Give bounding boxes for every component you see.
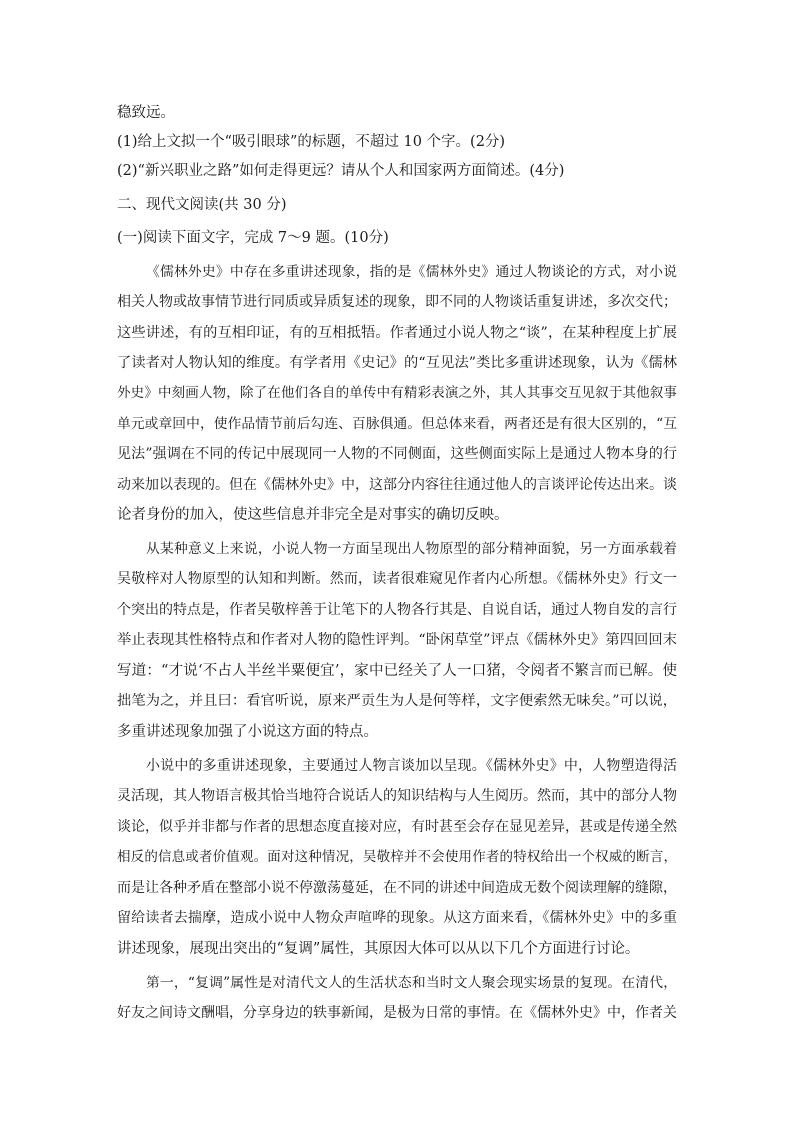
question-2: (2)“新兴职业之路”如何走得更远？请从个人和国家两方面简述。(4分)	[117, 163, 565, 179]
paragraph-1-line: 外史》中刻画人物，除了在他们各自的单传中有精彩表演之外，其人其事交互见叙于其他叙事	[117, 385, 677, 401]
paragraph-1-line: 这些讲述，有的互相印证，有的互相抵牾。作者通过小说人物之“谈”，在某种程度上扩展	[117, 325, 677, 341]
paragraph-4-line: 第一，“复调”属性是对清代文人的生活状态和当时文人聚会现实场景的复现。在清代，	[146, 975, 677, 991]
paragraph-2-line: 举止表现其性格特点和作者对人物的隐性评判。“卧闲草堂”评点《儒林外史》第四回回末	[117, 632, 677, 648]
paragraph-1-line: 论者身份的加入，使这些信息并非完全是对事实的确切反映。	[117, 507, 509, 523]
paragraph-3-line: 小说中的多重讲述现象，主要通过人物言谈加以呈现。《儒林外史》中，人物塑造得活	[146, 758, 677, 774]
paragraph-2-line: 从某种意义上来说，小说人物一方面呈现出人物原型的部分精神面貌，另一方面承载着	[146, 541, 677, 557]
paragraph-2-line: 拙笔为之，并且曰：看官听说，原来严贡生为人是何等样，文字便索然无味矣。”可以说，	[117, 693, 677, 709]
paragraph-1-line: 见法”强调在不同的传记中展现同一人物的不同侧面，这些侧面实际上是通过人物本身的行	[117, 446, 677, 462]
paragraph-3-line: 谈论，似乎并非都与作者的思想态度直接对应，有时甚至会存在显见差异，甚或是传递全然	[117, 819, 677, 835]
section-heading: 二、现代文阅读(共 30 分)	[117, 197, 287, 213]
paragraph-3-line: 灵活现，其人物语言极其恰当地符合说话人的知识结构与人生阅历。然而，其中的部分人物	[117, 788, 677, 804]
paragraph-3-line: 而是让各种矛盾在整部小说不停激荡蔓延，在不同的讲述中间造成无数个阅读理解的缝隙，	[117, 880, 677, 896]
paragraph-2-line: 吴敬梓对人物原型的认知和判断。然而，读者很难窥见作者内心所想。《儒林外史》行文一	[117, 571, 677, 587]
question-1: (1)给上文拟一个“吸引眼球”的标题，不超过 10 个字。(2分)	[117, 134, 506, 150]
paragraph-1-line: 《儒林外史》中存在多重讲述现象，指的是《儒林外史》通过人物谈论的方式，对小说	[146, 264, 677, 280]
paragraph-2-line: 多重讲述现象加强了小说这方面的特点。	[117, 724, 378, 740]
paragraph-1-line: 相关人物或故事情节进行同质或异质复述的现象，即不同的人物谈话重复讲述，多次交代；	[117, 294, 677, 310]
paragraph-1-line: 单元或章回中，使作品情节前后勾连、百脉俱通。但总体来看，两者还是有很大区别的，“互	[117, 416, 677, 432]
paragraph-2-line: 个突出的特点是，作者吴敬梓善于让笔下的人物各行其是、自说自话，通过人物自发的言行	[117, 602, 677, 618]
paragraph-3-line: 留给读者去揣摩，造成小说中人物众声喧哗的现象。从这方面来看，《儒林外史》中的多重	[117, 910, 677, 926]
subsection-heading: (一)阅读下面文字，完成 7～9 题。(10分)	[117, 230, 389, 246]
paragraph-1-line: 了读者对人物认知的维度。有学者用《史记》的“互见法”类比多重讲述现象，认为《儒林	[117, 355, 677, 371]
paragraph-3-line: 讲述现象，展现出突出的“复调”属性，其原因大体可以从以下几个方面进行讨论。	[117, 941, 640, 957]
paragraph-3-line: 相反的信息或者价值观。面对这种情况，吴敬梓并不会使用作者的特权给出一个权威的断言，	[117, 849, 677, 865]
paragraph-4-line: 好友之间诗文酬唱，分享身边的轶事新闻，是极为日常的事情。在《儒林外史》中，作者关	[117, 1005, 677, 1021]
paragraph-2-line: 写道：“才说‘不占人半丝半粟便宜’，家中已经关了人一口猪，令阅者不繁言而已解。使	[117, 663, 677, 679]
text-line-continuation: 稳致远。	[117, 105, 175, 121]
paragraph-1-line: 动来加以表现的。但在《儒林外史》中，这部分内容往往通过他人的言谈评论传达出来。谈	[117, 477, 677, 493]
